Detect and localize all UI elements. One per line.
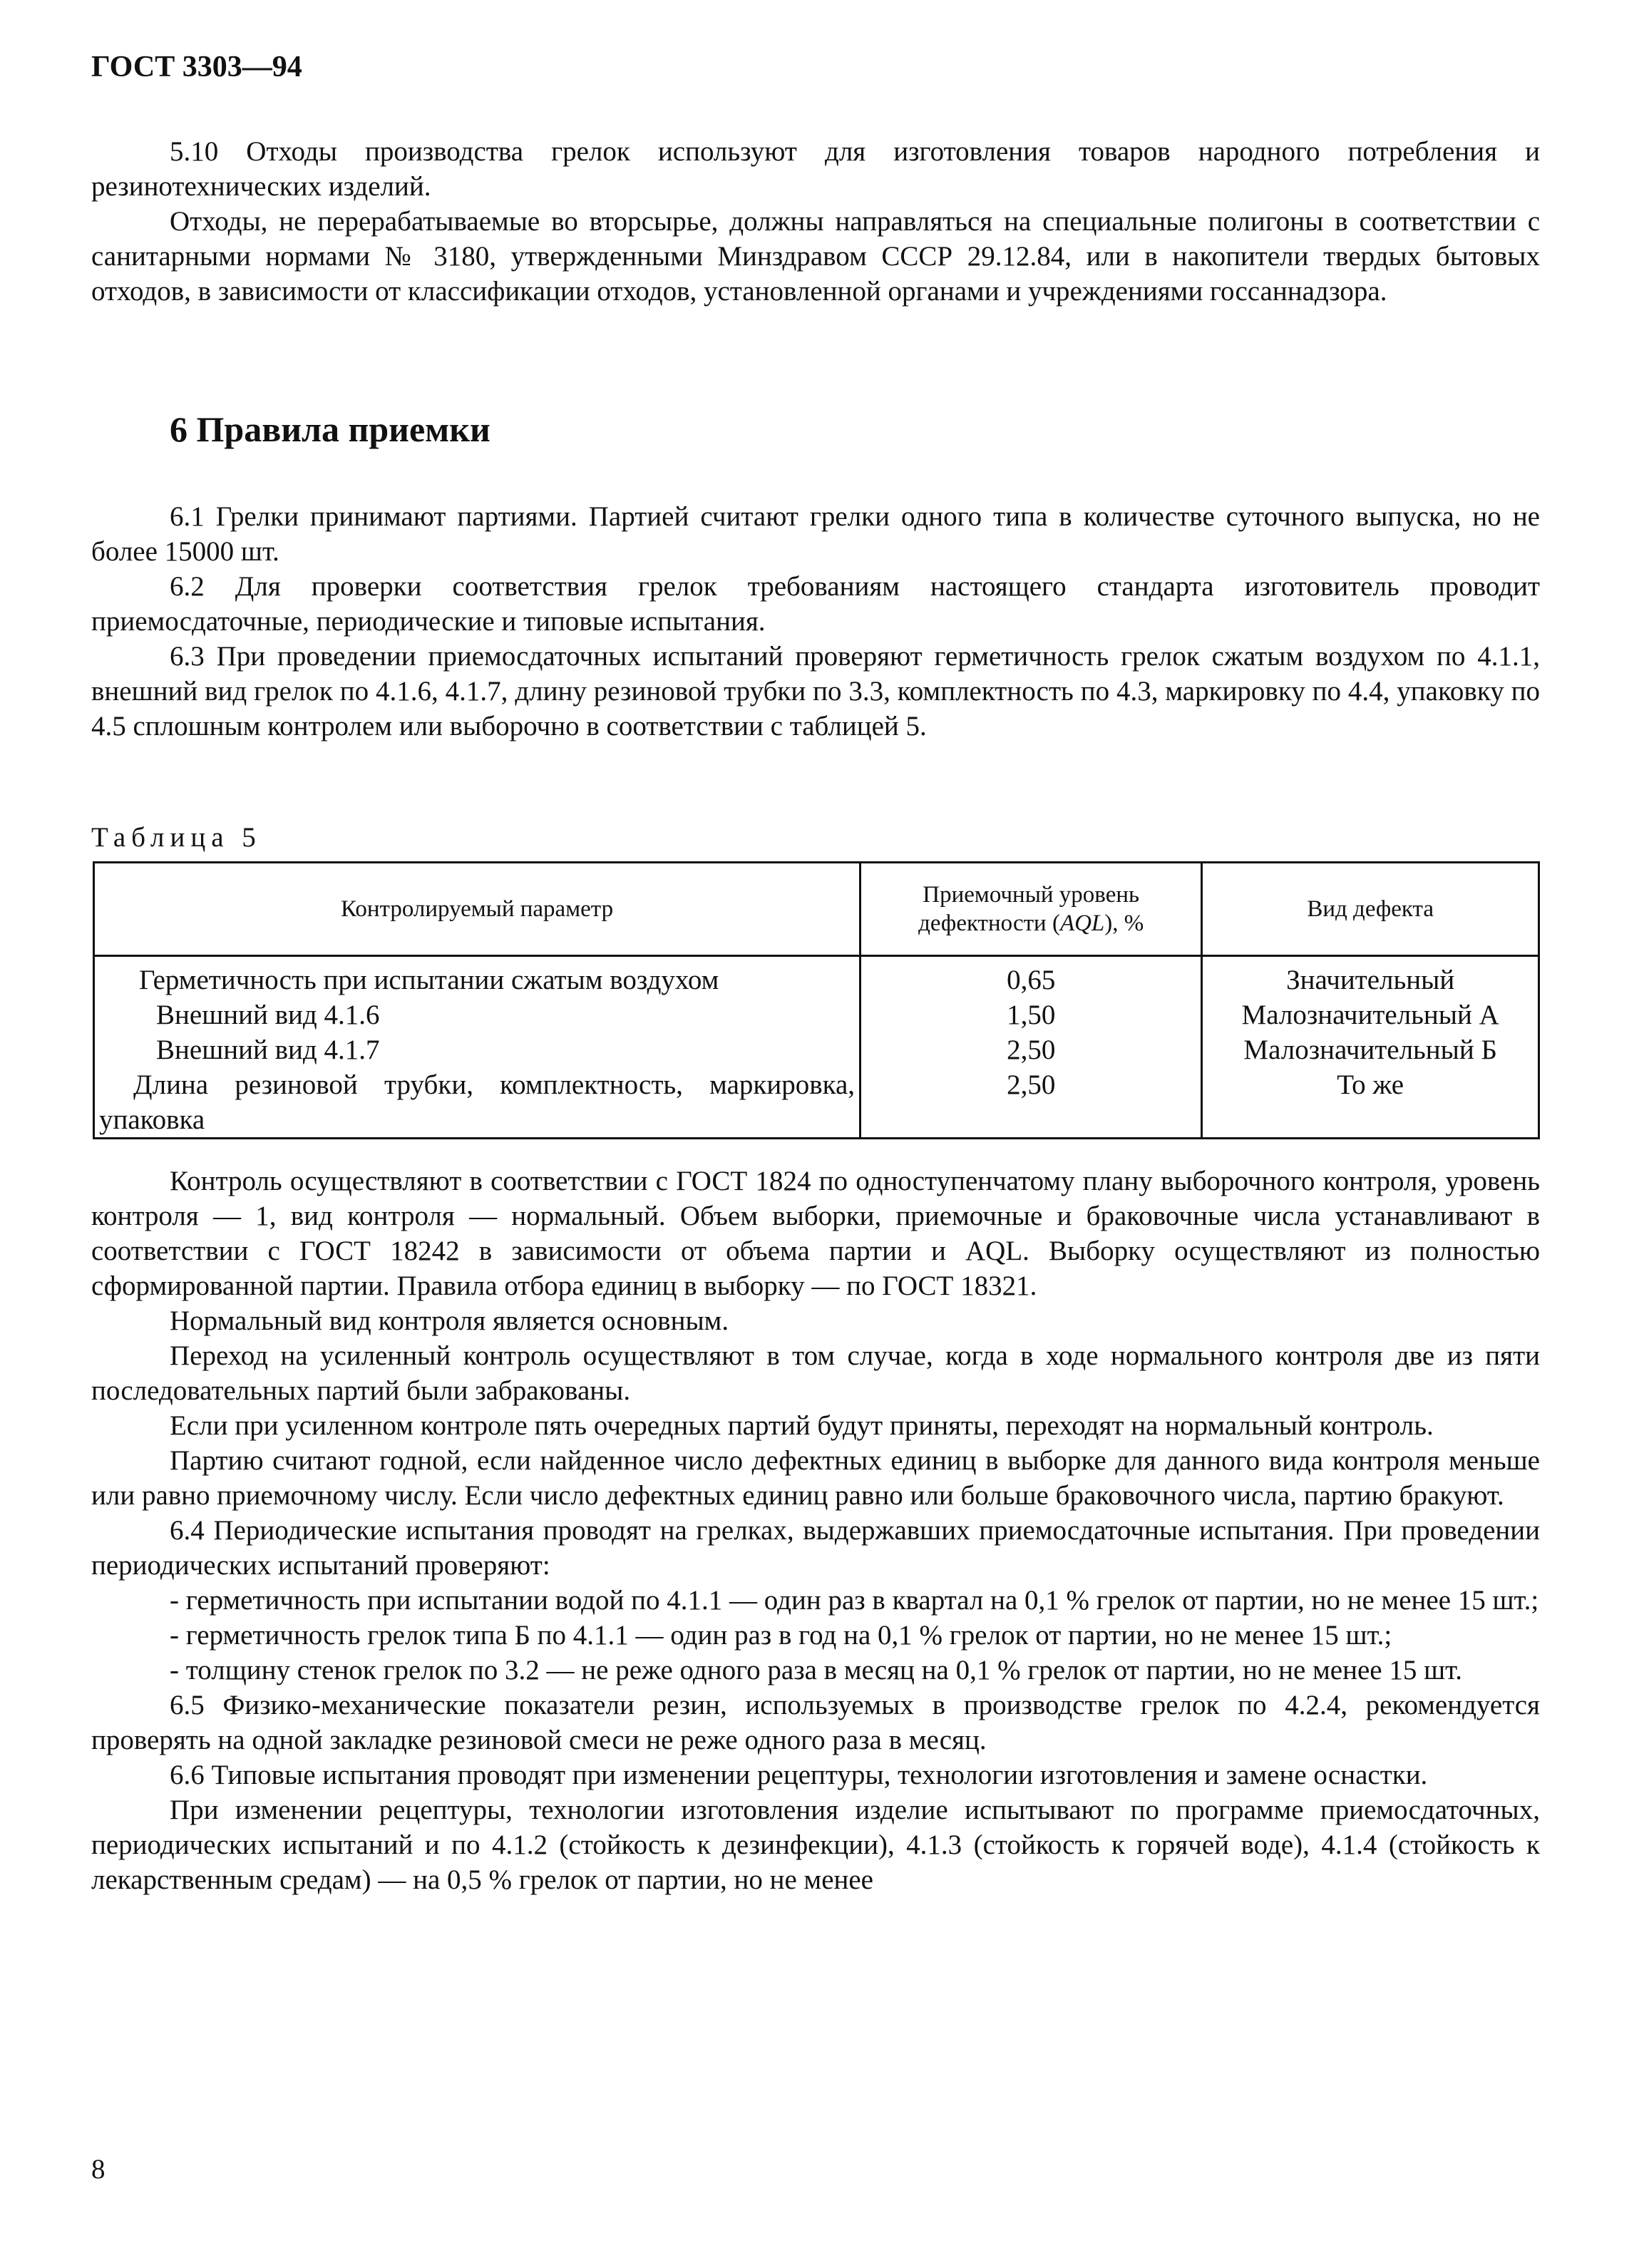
header-controlled-parameter: Контролируемый параметр — [94, 863, 861, 956]
table-row — [94, 997, 1539, 1032]
table-cell-param — [94, 1032, 861, 1067]
paragraph-6-6: 6.6 Типовые испытания проводят при изменении рецептуры, технологии изготовления и замене оснастки. — [170, 1760, 1428, 1790]
table-5-caption: Таблица 5 — [91, 822, 262, 853]
table-cell-param: Длина резиновой трубки, комплектность, маркировка, упаковка — [94, 1067, 861, 1139]
paragraph-5-10: 5.10 Отходы производства грелок используют для изготовления товаров народного потребления и резинотехнических изделий. — [91, 136, 1540, 202]
table-cell-aql: 0,65 — [861, 956, 1202, 998]
header-defect-type: Вид дефекта — [1202, 863, 1539, 956]
paragraph-6-3: 6.3 При проведении приемосдаточных испытаний проверяют герметичность грелок сжатым воздухом по 4.1.1, внешний вид грелок по 4.1.6, 4.1.7, длину резиновой трубки по 3.3, комплектность по 4.3, маркировку по 4.4, упаковку по 4.5 сплошным контролем или выборочно в соответствии с таблицей 5. — [91, 641, 1540, 742]
table-header-row — [94, 863, 1539, 956]
table-cell-aql: 2,50 — [861, 1067, 1202, 1139]
header-aql — [861, 863, 1202, 956]
paragraph-normal-control: Нормальный вид контроля является основным. — [170, 1305, 729, 1336]
param-text: Герметичность при испытании сжатым воздухом — [139, 965, 719, 995]
table-cell-defect: То же — [1202, 1067, 1539, 1139]
table-cell-defect: Малозначительный Б — [1202, 1032, 1539, 1067]
section-6-intro — [91, 499, 1540, 744]
param-text: Внешний вид 4.1.6 — [156, 1000, 380, 1030]
paragraph-6-4: 6.4 Периодические испытания проводят на грелках, выдержавших приемосдаточные испытания. При проведении периодических испытаний проверяют: — [91, 1515, 1540, 1581]
table-row — [94, 1067, 1539, 1139]
paragraph-tightened-control: Переход на усиленный контроль осуществляют в том случае, когда в ходе нормального контроля две из пяти последовательных партий были забракованы. — [91, 1340, 1540, 1406]
paragraph-6-1: 6.1 Грелки принимают партиями. Партией считают грелки одного типа в количестве суточного выпуска, но не более 15000 шт. — [91, 501, 1540, 567]
paragraph-6-5: 6.5 Физико-механические показатели резин, используемых в производстве грелок по 4.2.4, рекомендуется проверять на одной закладке резиновой смеси не реже одного раза в месяц. — [91, 1690, 1540, 1755]
table-cell-defect: Малозначительный А — [1202, 997, 1539, 1032]
paragraph-sampling-control: Контроль осуществляют в соответствии с ГОСТ 1824 по одноступенчатому плану выборочного контроля, уровень контроля — 1, вид контроля — нормальный. Объем выборки, приемочные и браковочные числа устанавливают в соответствии с ГОСТ 18242 в зависимости от объема партии и AQL. Выборку осуществляют из полностью сформированной партии. Правила отбора единиц в выборку — по ГОСТ 18321. — [91, 1166, 1540, 1301]
header-aql-abbrev: AQL — [1059, 910, 1105, 936]
table-cell-aql: 1,50 — [861, 997, 1202, 1032]
paragraph-recipe-change: При изменении рецептуры, технологии изготовления изделие испытывают по программе приемосдаточных, периодических испытаний и по 4.1.2 (стойкость к дезинфекции), 4.1.3 (стойкость к горячей воде), 4.1.4 (стойкость к лекарственным средам) — на 0,5 % грелок от партии, но не менее — [91, 1795, 1540, 1895]
table-row — [94, 956, 1539, 998]
header-aql-prefix: Приемочный уровень дефектности ( — [918, 882, 1140, 936]
table-row — [94, 1032, 1539, 1067]
param-text: Внешний вид 4.1.7 — [156, 1035, 380, 1065]
table-cell-aql: 2,50 — [861, 1032, 1202, 1067]
post-table-text — [91, 1164, 1540, 1897]
table-cell-param — [94, 956, 861, 998]
paragraph-waste-disposal: Отходы, не перерабатываемые во вторсырье, должны направляться на специальные полигоны в соответствии с санитарными нормами № 3180, утвержденными Минздравом СССР 29.12.84, или в накопители твердых бытовых отходов, в зависимости от классификации отходов, установленной органами и учреждениями госсаннадзора. — [91, 206, 1540, 307]
header-aql-suffix: ), % — [1104, 910, 1144, 936]
table-cell-defect: Значительный — [1202, 956, 1539, 998]
paragraph-return-normal: Если при усиленном контроле пять очередных партий будут приняты, переходят на нормальный контроль. — [170, 1410, 1434, 1441]
bullet-type-b-tightness: - герметичность грелок типа Б по 4.1.1 — один раз в год на 0,1 % грелок от партии, но не менее 15 шт.; — [170, 1620, 1392, 1651]
standard-code-header: ГОСТ 3303—94 — [91, 51, 302, 83]
section-5-10 — [91, 134, 1540, 309]
bullet-wall-thickness: - толщину стенок грелок по 3.2 — не реже одного раза в месяц на 0,1 % грелок от партии, но не менее 15 шт. — [170, 1655, 1462, 1685]
page-number: 8 — [91, 2154, 106, 2185]
table-cell-param — [94, 997, 861, 1032]
paragraph-6-2: 6.2 Для проверки соответствия грелок требованиям настоящего стандарта изготовитель проводит приемосдаточные, периодические и типовые испытания. — [91, 571, 1540, 637]
paragraph-lot-acceptance: Партию считают годной, если найденное число дефектных единиц в выборке для данного вида контроля меньше или равно приемочному числу. Если число дефектных единиц равно или больше браковочного числа, партию бракуют. — [91, 1445, 1540, 1511]
table-5 — [93, 861, 1540, 1139]
section-6-title: 6 Правила приемки — [170, 409, 490, 449]
bullet-water-tightness: - герметичность при испытании водой по 4.1.1 — один раз в квартал на 0,1 % грелок от партии, но не менее 15 шт.; — [170, 1585, 1539, 1616]
